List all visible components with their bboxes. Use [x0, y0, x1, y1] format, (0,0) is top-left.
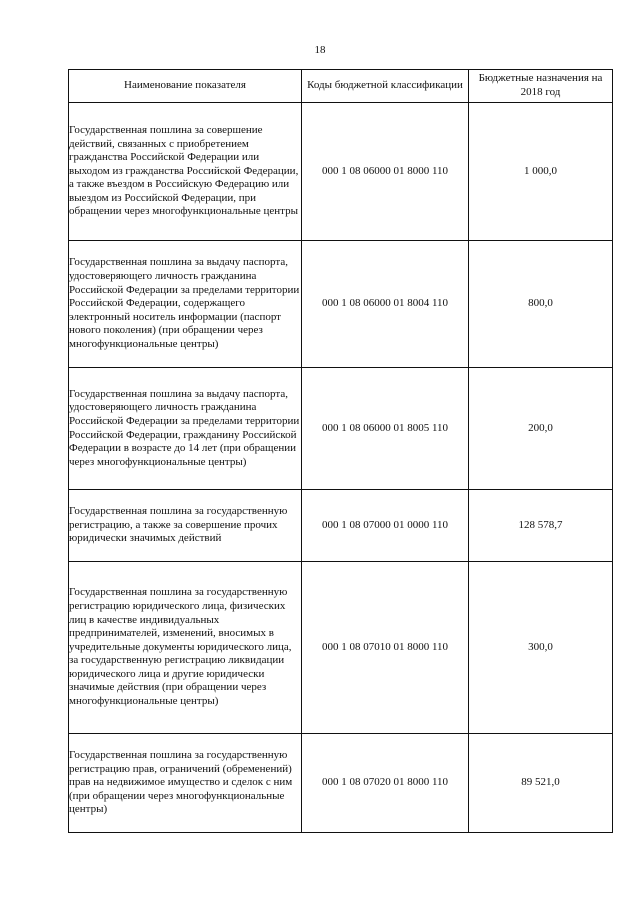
- row-name: Государственная пошлина за выдачу паспорта, удостоверяющего личность гражданина Российской Федерации за пределами территории Российской Федерации, содержащего электронный носитель информации (паспорт нового поколения) (при обращении через многофункциональные центры): [69, 241, 302, 368]
- row-amount: 1 000,0: [469, 103, 613, 241]
- row-amount: 800,0: [469, 241, 613, 368]
- row-name: Государственная пошлина за государственную регистрацию, а также за совершение прочих юридически значимых действий: [69, 490, 302, 562]
- row-amount: 200,0: [469, 368, 613, 490]
- table-row: [69, 562, 613, 734]
- row-code: 000 1 08 06000 01 8000 110: [302, 103, 469, 241]
- table-row: [69, 490, 613, 562]
- header-budget-codes: Коды бюджетной классификации: [302, 70, 469, 103]
- row-name: Государственная пошлина за выдачу паспорта, удостоверяющего личность гражданина Российской Федерации за пределами территории Российской Федерации, гражданину Российской Федерации в возрасте до 14 лет (при обращении через многофункциональные центры): [69, 368, 302, 490]
- row-name: Государственная пошлина за совершение действий, связанных с приобретением гражданства Российской Федерации или выходом из гражданства Российской Федерации, а также въездом в Российскую Федерацию или выездом из Российской Федерации, при обращении через многофункциональные центры: [69, 103, 302, 241]
- row-code: 000 1 08 07020 01 8000 110: [302, 734, 469, 833]
- row-amount: 300,0: [469, 562, 613, 734]
- header-indicator-name: Наименование показателя: [69, 70, 302, 103]
- table-row: [69, 734, 613, 833]
- table-row: [69, 241, 613, 368]
- row-code: 000 1 08 06000 01 8004 110: [302, 241, 469, 368]
- page-number: 18: [314, 44, 326, 56]
- header-budget-amount: Бюджетные назначения на 2018 год: [469, 70, 613, 103]
- budget-table: [68, 69, 613, 833]
- row-code: 000 1 08 07000 01 0000 110: [302, 490, 469, 562]
- row-name: Государственная пошлина за государственную регистрацию юридического лица, физических лиц в качестве индивидуальных предпринимателей, изменений, вносимых в учредительные документы юридического лица, за государственную регистрацию ликвидации юридического лица и другие юридически значимые действия (при обращении через многофункциональные центры): [69, 562, 302, 734]
- row-name: Государственная пошлина за государственную регистрацию прав, ограничений (обременений) прав на недвижимое имущество и сделок с ним (при обращении через многофункциональные центры): [69, 734, 302, 833]
- row-amount: 89 521,0: [469, 734, 613, 833]
- table-row: [69, 368, 613, 490]
- table-header-row: [69, 70, 613, 103]
- row-code: 000 1 08 07010 01 8000 110: [302, 562, 469, 734]
- row-code: 000 1 08 06000 01 8005 110: [302, 368, 469, 490]
- table-row: [69, 103, 613, 241]
- row-amount: 128 578,7: [469, 490, 613, 562]
